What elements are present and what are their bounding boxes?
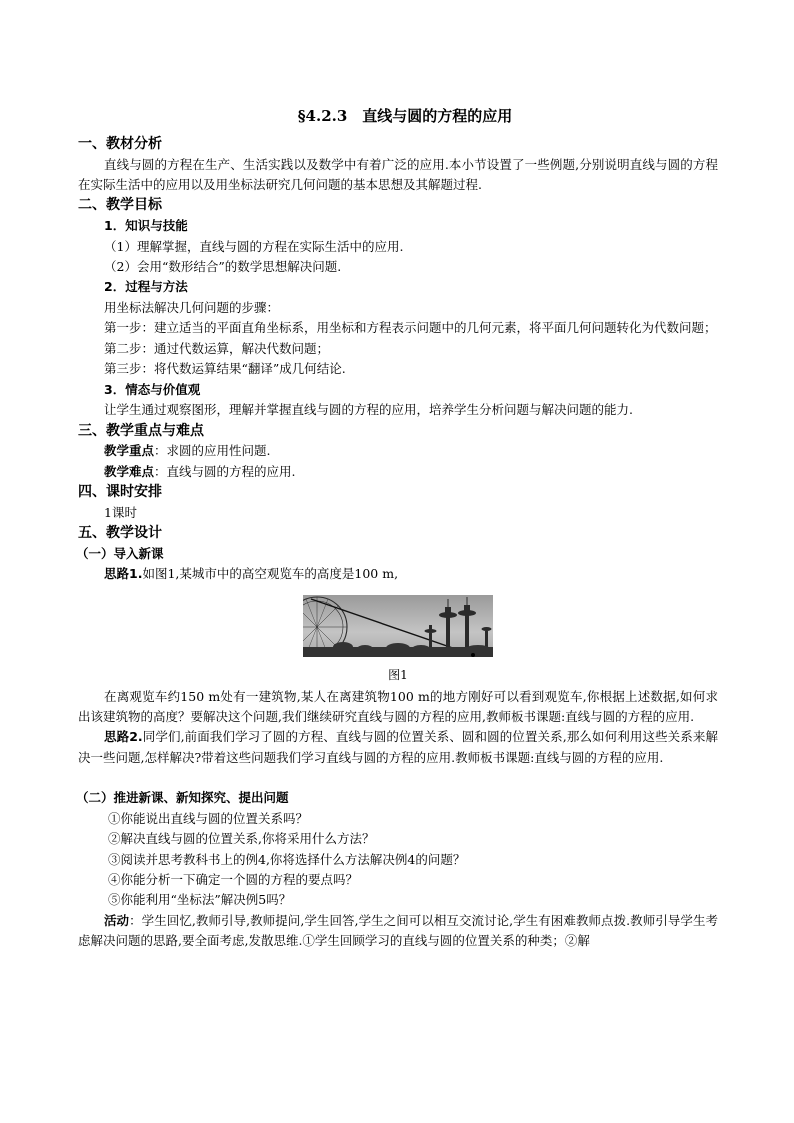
bold-label: 教学难点 [104,463,155,479]
paragraph: 在离观览车约150 m处有一建筑物,某人在离建筑物100 m的地方刚好可以看到观览车,你根据上述数据,如何求出该建筑物的高度？要解决这个问题,我们继续研究直线与圆的方程的应用,教师板书课题:直线与圆的方程的应用. [78,688,718,725]
list-item: ②解决直线与圆的位置关系,你将采用什么方法？ [108,831,375,847]
subsection-heading: 1．知识与技能 [104,218,188,233]
subsection-heading: （二）推进新课、新知探究、提出问题 [76,790,289,806]
spacer [78,768,718,788]
inline-text: ：直线与圆的方程的应用. [154,463,296,479]
list-item: （1）理解掌握，直线与圆的方程在实际生活中的应用. [104,238,404,254]
inline-text: 如图1,某城市中的高空观览车的高度是100 m, [142,566,399,582]
figure [78,595,718,687]
bold-label: 活动 [104,912,130,928]
bold-label: 思路1. [104,566,143,582]
paragraph: 第三步：将代数运算结果“翻译”成几何结论. [104,361,346,377]
document-title: §4.2.3 直线与圆的方程的应用 [297,107,513,125]
ferris-wheel-photo [303,595,493,657]
section-heading: 五、教学设计 [78,525,162,542]
paragraph: 1课时 [104,504,137,520]
list-item: （2）会用“数形结合”的数学思想解决问题. [104,259,342,274]
paragraph [78,727,718,768]
figure-caption: 图1 [388,667,408,682]
paragraph: 第一步：建立适当的平面直角坐标系，用坐标和方程表示问题中的几何元素，将平面几何问题转化为代数问题； [104,320,717,336]
inline-text: 同学们,前面我们学习了圆的方程、直线与圆的位置关系、圆和圆的位置关系,那么如何利用这些关系来解决一些问题,怎样解决?带着这些问题我们学习直线与圆的方程的应用.教师板书课题:直线与圆的方程的应用. [78,729,718,765]
bold-label: 教学重点 [104,443,155,459]
paragraph: 用坐标法解决几何问题的步骤： [104,300,280,315]
document-page [78,104,718,952]
list-item: ③阅读并思考教科书上的例4,你将选择什么方法解决例4的问题？ [108,851,466,867]
inline-text: ：求圆的应用性问题. [154,443,271,459]
paragraph: 让学生通过观察图形，理解并掌握直线与圆的方程的应用，培养学生分析问题与解决问题的能力. [104,402,633,418]
list-item: ④你能分析一下确定一个圆的方程的要点吗？ [108,872,359,888]
paragraph [78,564,718,584]
section-heading: 二、教学目标 [78,197,162,214]
section-heading: 三、教学重点与难点 [78,422,204,439]
section-heading: 一、教材分析 [78,136,162,152]
subsection-heading: （一）导入新课 [76,545,164,561]
bold-label: 思路2. [104,729,143,745]
paragraph: 第二步：通过代数运算，解决代数问题； [104,340,330,356]
subsection-heading: 2．过程与方法 [104,279,188,295]
list-item: ①你能说出直线与圆的位置关系吗？ [108,810,309,826]
paragraph [78,911,718,952]
paragraph: 直线与圆的方程在生产、生活实践以及数学中有着广泛的应用.本小节设置了一些例题,分别说明直线与圆的方程在实际生活中的应用以及用坐标法研究几何问题的基本思想及其解题过程. [78,156,718,192]
inline-text: ：学生回忆,教师引导,教师提问,学生回答,学生之间可以相互交流讨论,学生有困难教师点拨.教师引导学生考虑解决问题的思路,要全面考虑,发散思维.①学生回顾学习的直线与圆的位置关系的种类；②解 [78,912,718,949]
subsection-heading: 3．情态与价值观 [104,381,201,397]
paragraph [78,462,718,482]
paragraph [78,441,718,461]
section-heading: 四、课时安排 [78,484,162,501]
list-item: ⑤你能利用“坐标法”解决例5吗？ [108,892,292,908]
